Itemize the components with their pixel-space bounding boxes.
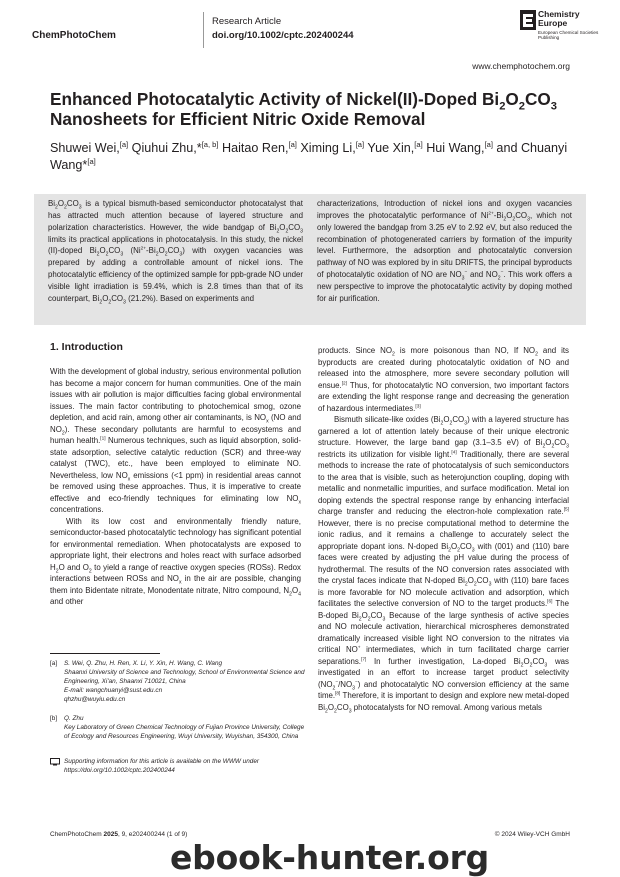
footnote-text: Supporting information for this article is available on the WWW under https://doi.org/10.1002/cptc.202400244 [64,758,260,774]
footnote-text: Q. Zhu Key Laboratory of Green Chemical Technology of Fujian Province University, College of Ecology and Resources Engineering, Wuyi University, Wuyishan, 354300, China [64,715,305,740]
article-type: Research Article [212,16,282,27]
abstract-box [34,194,586,325]
monitor-icon [50,758,60,770]
journal-name: ChemPhotoChem [32,30,116,41]
author-list: Shuwei Wei,[a] Qiuhui Zhu,*[a, b] Haitao Ren,[a] Ximing Li,[a] Yue Xin,[a] Hui Wang,[a] and Chuanyi Wang*[a] [50,139,568,172]
page-footer-copyright: © 2024 Wiley-VCH GmbH [494,831,570,838]
paragraph: With the development of global industry, serious environmental pollution has become a major concern for human communities. One of the main issues with air pollution is major difficulties facing global environmental issues. The main factor contributing to photochemical smog, ozone depletion, and acid rain, among other air contaminants, is $NO_x$ (NO and $NO_2$). These secondary pollutants are harmful to ecosystems and human health.[1] Numerous techniques, such as liquid absorption, solid-state adsorption, selective catalytic reduction (SCR) and three-way catalyst (TWC), etc., have been employed to eliminate NO. Nevertheless, low $NO_x$ emissions (<1 ppm) in residential areas cannot be removed using these approaches. Thus, it is imperative to create effective and eco-friendly techniques for eliminating low $NO_x$ concentrations. [50,367,302,514]
body-left-column [50,366,301,608]
header-divider [203,12,204,48]
publisher-subtitle: European Chemical Societies Publishing [538,30,599,40]
footnote-text: S. Wei, Q. Zhu, H. Ren, X. Li, Y. Xin, H. Wang, C. Wang Shaanxi University of Science and Technology, School of Environmental Science and Engineering, Xi'an, Shaanxi 710021, China E-mail: wangchuanyi@sust.edu.cn qhzhu@wuyiu.edu.cn [64,660,305,703]
footnote-label: [b] [50,715,58,722]
affiliation-footnote-a [50,660,305,705]
chemistry-europe-logo-icon [520,10,536,30]
article-doi-link[interactable]: doi.org/10.1002/cptc.202400244 [212,30,354,41]
paragraph: products. Since $NO_2$ is more poisonous than NO, If $NO_2$ and its byproducts are created during photocatalytic oxidation of NO and released into the atmosphere, more severe secondary pollution will ensue.[2] Thus, for photocatalytic NO conversion, two important factors are extending the light response range and decreasing the generation of hazardous intermediates.[3] [318,346,569,413]
journal-website-link[interactable]: www.chemphotochem.org [472,61,570,71]
watermark-text: ebook-hunter.org [170,842,490,877]
supporting-info-footnote [50,758,305,776]
footnote-divider [50,653,160,654]
body-right-column [318,345,569,713]
abstract-left-column: $Bi_2O_2CO_3$ is a typical bismuth-based semiconductor photocatalyst that has attracted much attention because of layered structure and polarization characteristics. However, the wide bandgap of $Bi_2O_2CO_3$ limits its practical applications in photocatalysis. In this study, the nickel (II)-doped $Bi_2O_2CO_3$ $(Ni^{2+}-Bi_2O_2CO_3)$ with oxygen vacancies was prepared by adding a controllable amount of nickel ions. The photocatalytic efficiency of the optimized sample for ppb-grade NO under visible light irradiation is 59.4%, which is 2.8 times than that of its counterpart, $Bi_2O_2CO_3$ (21.2%). Based on experiments and [48,199,303,306]
article-title: Enhanced Photocatalytic Activity of Nickel(II)-Doped $Bi_2O_2CO_3$ Nanosheets for Efficient Nitric Oxide Removal [50,89,557,129]
paragraph: With its low cost and environmentally friendly nature, semiconductor-based photocatalytic technology has significant potential for environmental remediation. When photocatalysts are exposed to appropriate light, their electrons and holes react with surface adsorbed $H_2O$ and $O_2$ to yield a range of reactive oxygen species (ROSs). Redox interactions between ROSs and $NO_x$ in the air are possible, changing them into Bidentate nitrate, Monodentate nitrate, Nitro compound, $N_2O_4$ and other [50,516,302,606]
footnote-label: [a] [50,660,58,667]
affiliation-footnote-b [50,715,305,742]
paragraph: Bismuth silicate-like oxides $(Bi_2O_2CO_3)$ with a layered structure has garnered a lot of attention lately because of their unique electronic structure. However, the large band gap (3.1–3.5 eV) of $Bi_2O_2CO_3$ restricts its utilization for visible light.[4] Traditionally, there are several methods to increase the rate of photocatalysis of such semiconductors to the area that is visible, such as heterojunction coupling, doping with metallic and nonmetallic impurities, and surface modification. Metal ion doping extends the spectral response range by enhancing interfacial charge transfer and reducing the electron-hole complexation rate.[5] However, there is no precise computational method to determine the ionic radius, and it remains a challenge to accurately select the appropriate dopant ions. N-doped $Bi_2O_2CO_3$ with (001) and (110) bare faces were created by adjusting the pH value during the process of hydrothermal. The results of the NO conversion rates associated with the crystal faces indicate that N-doped $Bi_2O_2CO_3$ with (110) bare faces is more favorable for NO molecule activation and adsorption, which facilitates the selective conversion of NO to the target products.[6] The B-doped $Bi_2O_2CO_3$ Because of the large synthesis of active species and NO molecule activation, hierarchical microspheres demonstrated dramatically increased visible light NO conversion to the nitrates via critical NO+ intermediates, which in turn facilitated charge carrier separations.[7] In further investigation, La-doped $Bi_2O_2CO_3$ was investigated in an effort to increase target product selectivity $(NO_2^-/NO_3^-)$ and photocatalytic NO conversion efficiency at the same time.[8] Therefore, it is important to design and explore new metal-doped $Bi_2O_2CO_3$ photocatalysts for NO removal. Among various metals [318,415,570,715]
abstract-right-column: characterizations, Introduction of nickel ions and oxygen vacancies improves the photocatalytic performance of $Ni^{2+}-Bi_2O_2CO_3$, which not only lowered the bandgap from 3.25 eV to 2.92 eV, but also reduced the recombination of photogenerated carriers by formation of the impurity level. Furthermore, the adsorption and photocatalytic conversion pathway of NO was explored by in situ DRIFTS, the principal byproducts of photocatalytic oxidation of NO are $NO_3^-$ and $NO_2^-$. This work offers a new perspective to improve the photocatalytic activity by doping mothed for air purification. [317,199,572,303]
page-footer-citation: ChemPhotoChem 2025, 9, e202400244 (1 of 9) [50,831,188,838]
publisher-name: Chemistry Europe [538,9,580,28]
watermark-banner [0,842,620,877]
section-heading-introduction: 1. Introduction [50,341,123,353]
publisher-logo [520,10,606,46]
